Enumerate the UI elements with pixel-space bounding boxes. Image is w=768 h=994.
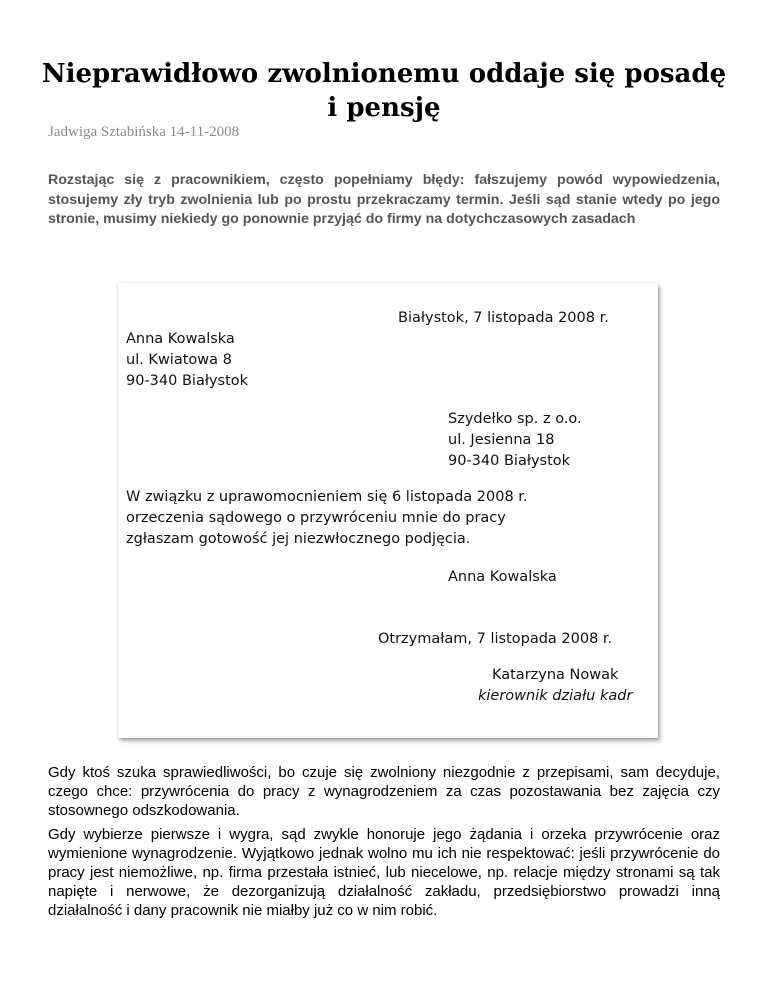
article-paragraph: Gdy wybierze pierwsze i wygra, sąd zwykle honoruje jego żądania i orzeka przywrócenie oraz wymienione wynagrodzenie. Wyjątkowo jednak wolno mu ich nie respektować: jeśli przywrócenie do pracy jest niemożliwe, np. firma przestała istnieć, lub niecelowe, np. relacje między stronami są tak napięte i nerwowe, że dezorganizują działalność zakładu, przedsiębiorstwo prowadzi inną działalność i dany pracownik nie miałby już co w nim robić. (48, 825, 720, 920)
letter-body-line: orzeczenia sądowego o przywróceniu mnie do pracy (126, 510, 506, 526)
letter-place-date: Białystok, 7 listopada 2008 r. (398, 310, 609, 326)
letter-recipient-address (448, 409, 582, 472)
letter-body-line: W związku z uprawomocnieniem się 6 listopada 2008 r. (126, 489, 528, 505)
letter-received-note: Otrzymałam, 7 listopada 2008 r. (378, 631, 613, 647)
article-title: Nieprawidłowo zwolnionemu oddaje się posadę i pensję (41, 59, 727, 124)
article-body (48, 763, 720, 925)
sender-street: ul. Kwiatowa 8 (126, 352, 232, 368)
recipient-city: 90-340 Białystok (448, 453, 571, 469)
article-paragraph: Gdy ktoś szuka sprawiedliwości, bo czuje się zwolniony niezgodnie z przepisami, sam decyduje, czego chce: przywrócenia do pracy z wynagrodzeniem za czas pozostawania bez zajęcia czy stosownego odszkodowania. (48, 764, 720, 820)
sender-name: Anna Kowalska (126, 331, 235, 347)
receiver-name: Katarzyna Nowak (491, 667, 619, 683)
sample-letter-image (118, 283, 658, 738)
article-lead: Rozstając się z pracownikiem, często popełniamy błędy: fałszujemy powód wypowiedzenia, stosujemy zły tryb zwolnienia lub po prostu przekraczamy termin. Jeśli sąd stanie wtedy po jego stronie, musimy niekiedy go ponownie przyjąć do firmy na dotychczasowych zasadach (48, 172, 720, 227)
receiver-role: kierownik działu kadr (478, 688, 633, 704)
sender-city: 90-340 Białystok (126, 373, 249, 389)
article-byline (48, 124, 239, 141)
letter-sender-address (126, 329, 248, 392)
recipient-company: Szydełko sp. z o.o. (448, 411, 582, 427)
letter-signature: Anna Kowalska (448, 569, 557, 585)
recipient-street: ul. Jesienna 18 (448, 432, 555, 448)
publish-date: 14-11-2008 (169, 124, 240, 140)
author-name: Jadwiga Sztabińska (48, 124, 166, 140)
letter-body-line: zgłaszam gotowość jej niezwłocznego podjęcia. (126, 531, 471, 547)
letter-body (126, 487, 528, 550)
letter-receiver (478, 665, 632, 707)
